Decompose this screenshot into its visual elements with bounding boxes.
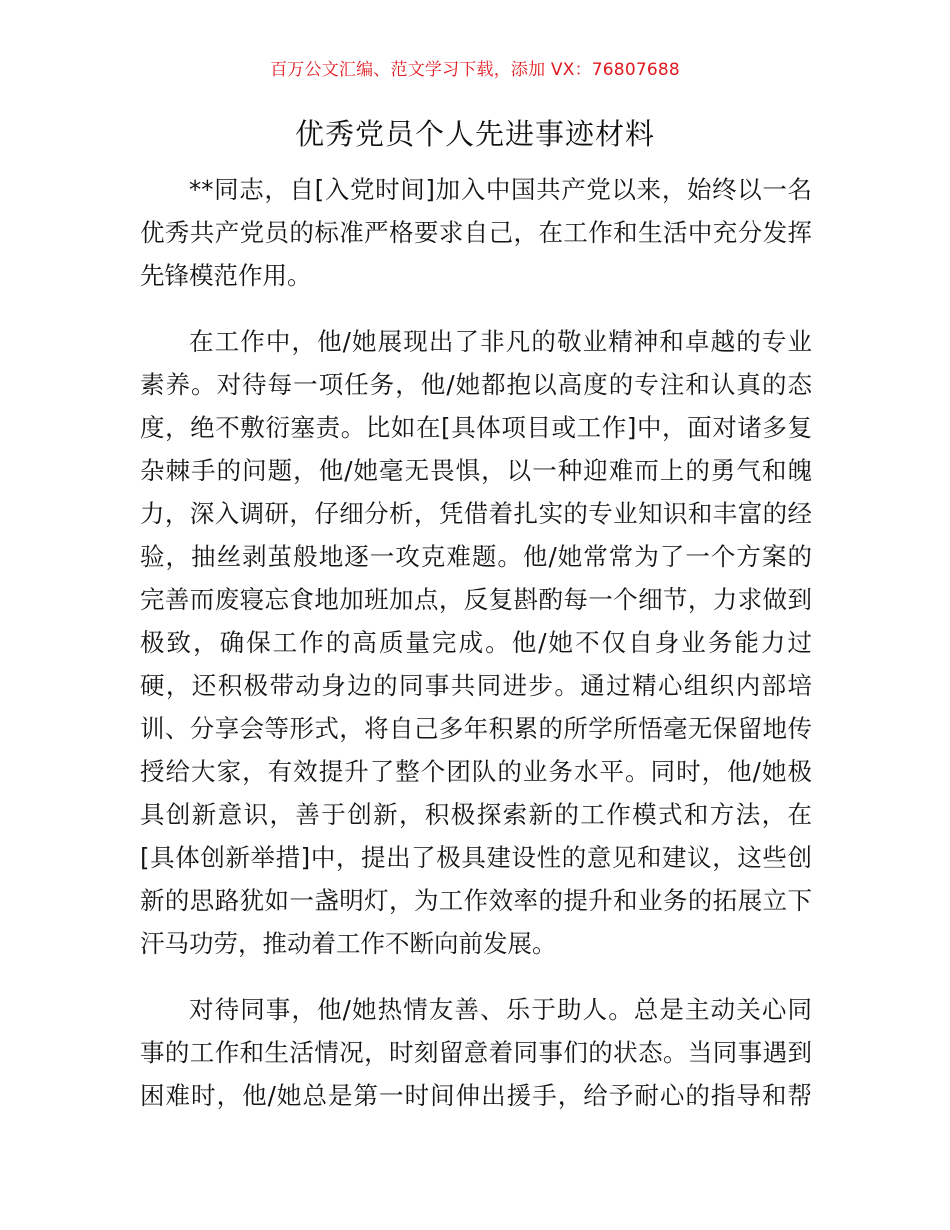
text-line: 困难时，他/她总是第一时间伸出援手，给予耐心的指导和帮 xyxy=(140,1081,812,1110)
document-title: 优秀党员个人先进事迹材料 xyxy=(294,117,655,151)
paragraph-intro xyxy=(140,168,812,297)
text-line: [具体创新举措]中，提出了极具建设性的意见和建议，这些创 xyxy=(140,843,812,872)
paragraph-work xyxy=(140,320,812,965)
text-line: 杂棘手的问题，他/她毫无畏惧，以一种迎难而上的勇气和魄 xyxy=(140,456,812,485)
text-line: 汗马功劳，推动着工作不断向前发展。 xyxy=(140,929,557,958)
text-line: 新的思路犹如一盏明灯，为工作效率的提升和业务的拓展立下 xyxy=(140,886,812,915)
text-line: 优秀共产党员的标准严格要求自己，在工作和生活中充分发挥 xyxy=(140,218,812,247)
text-line: 度，绝不敷衍塞责。比如在[具体项目或工作]中，面对诸多复 xyxy=(140,413,812,442)
text-line: 力，深入调研，仔细分析，凭借着扎实的专业知识和丰富的经 xyxy=(140,499,812,528)
text-line: 素养。对待每一项任务，他/她都抱以高度的专注和认真的态 xyxy=(140,370,812,399)
document-body xyxy=(140,168,812,1117)
header-banner: 百万公文汇编、范文学习下载，添加 VX：76807688 xyxy=(270,60,680,80)
text-line: 硬，还积极带动身边的同事共同进步。通过精心组织内部培 xyxy=(140,671,812,700)
paragraph-spacer xyxy=(140,965,812,988)
text-line: 具创新意识，善于创新，积极探索新的工作模式和方法，在 xyxy=(140,800,812,829)
text-line: 授给大家，有效提升了整个团队的业务水平。同时，他/她极 xyxy=(140,757,812,786)
text-line: 极致，确保工作的高质量完成。他/她不仅自身业务能力过 xyxy=(140,628,812,657)
text-line: 验，抽丝剥茧般地逐一攻克难题。他/她常常为了一个方案的 xyxy=(140,542,812,571)
text-line: 先锋模范作用。 xyxy=(140,261,312,290)
text-line: 训、分享会等形式，将自己多年积累的所学所悟毫无保留地传 xyxy=(140,714,812,743)
text-line: **同志，自[入党时间]加入中国共产党以来，始终以一名 xyxy=(189,175,812,204)
text-line: 在工作中，他/她展现出了非凡的敬业精神和卓越的专业 xyxy=(189,327,812,356)
text-line: 对待同事，他/她热情友善、乐于助人。总是主动关心同 xyxy=(189,995,812,1024)
text-line: 事的工作和生活情况，时刻留意着同事们的状态。当同事遇到 xyxy=(140,1038,812,1067)
paragraph-spacer xyxy=(140,297,812,320)
paragraph-colleagues xyxy=(140,988,812,1117)
text-line: 完善而废寝忘食地加班加点，反复斟酌每一个细节，力求做到 xyxy=(140,585,812,614)
